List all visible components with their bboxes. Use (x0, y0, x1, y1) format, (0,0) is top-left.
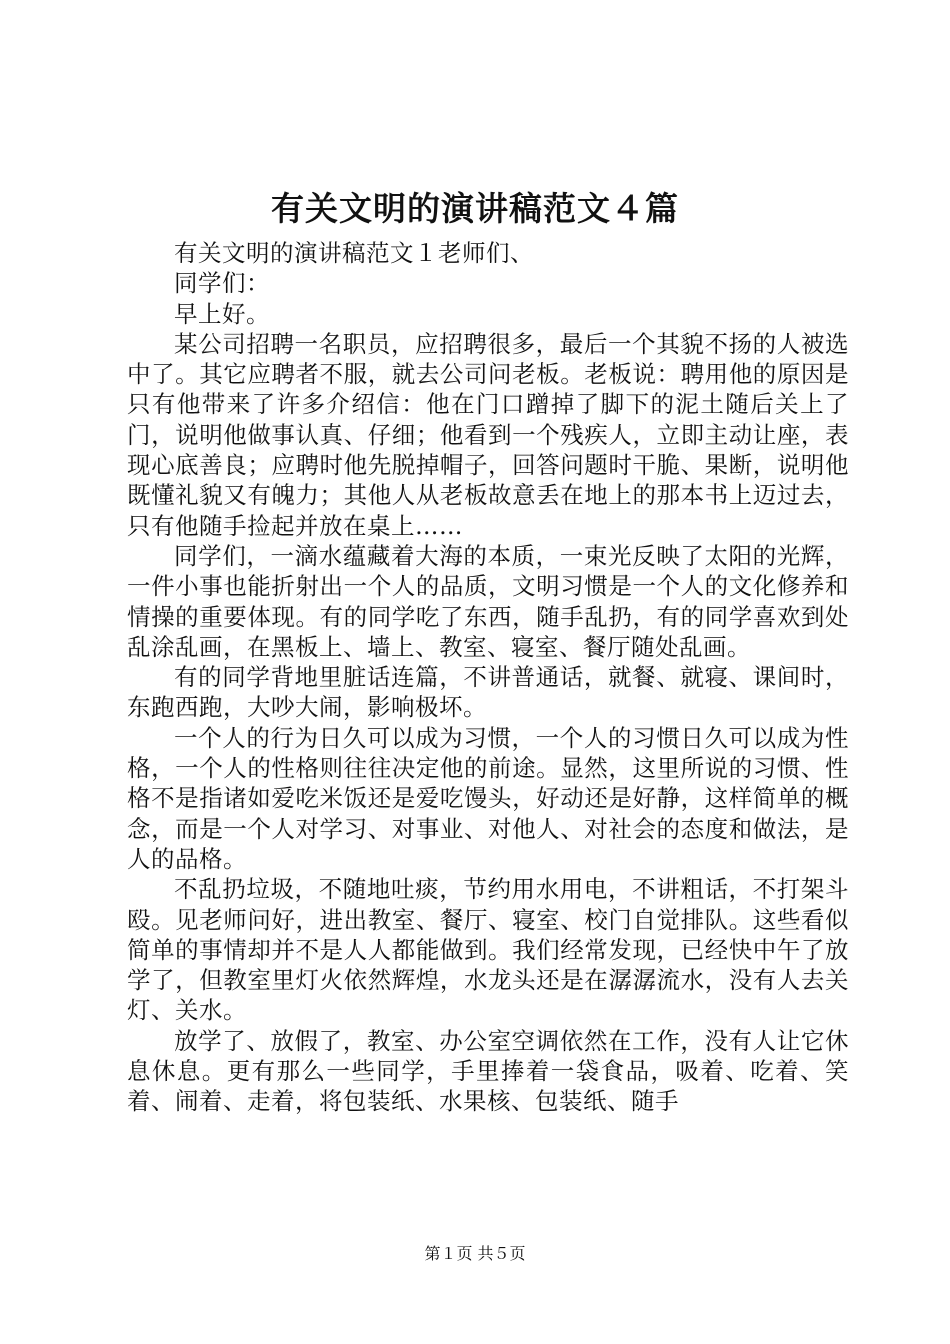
page-footer: 第１页 共５页 (424, 1244, 526, 1263)
paragraph: 同学们，一滴水蕴藏着大海的本质，一束光反映了太阳的光辉，一件小事也能折射出一个人的品质，文明习惯是一个人的文化修养和情操的重要体现。有的同学吃了东西，随手乱扔，有的同学喜欢到处乱涂乱画，在黑板上、墙上、教室、寝室、餐厅随处乱画。 (127, 541, 849, 661)
paragraph: 一个人的行为日久可以成为习惯，一个人的习惯日久可以成为性格，一个人的性格则往往决定他的前途。显然，这里所说的习惯、性格不是指诸如爱吃米饭还是爱吃馒头，好动还是好静，这样简单的概念，而是一个人对学习、对事业、对他人、对社会的态度和做法，是人的品格。 (127, 723, 849, 873)
paragraph: 有的同学背地里脏话连篇，不讲普通话，就餐、就寝、课间时，东跑西跑，大吵大闹，影响极坏。 (127, 663, 849, 722)
paragraph: 同学们： (174, 269, 270, 298)
document-body (127, 238, 849, 1117)
document-title: 有关文明的演讲稿范文４篇 (271, 189, 679, 228)
paragraph: 早上好。 (174, 299, 270, 328)
paragraph: 不乱扔垃圾，不随地吐痰，节约用水用电，不讲粗话，不打架斗殴。见老师问好，进出教室、餐厅、寝室、校门自觉排队。这些看似简单的事情却并不是人人都能做到。我们经常发现，已经快中午了放学了，但教室里灯火依然辉煌，水龙头还是在潺潺流水，没有人去关灯、关水。 (127, 875, 849, 1025)
paragraph: 放学了、放假了，教室、办公室空调依然在工作，没有人让它休息休息。更有那么一些同学，手里捧着一袋食品，吸着、吃着、笑着、闹着、走着，将包装纸、水果核、包装纸、随手 (127, 1026, 849, 1116)
paragraph: 有关文明的演讲稿范文１老师们、 (174, 239, 534, 267)
paragraph: 某公司招聘一名职员，应招聘很多，最后一个其貌不扬的人被选中了。其它应聘者不服，就去公司问老板。老板说：聘用他的原因是只有他带来了许多介绍信：他在门口蹭掉了脚下的泥土随后关上了门，说明他做事认真、仔细；他看到一个残疾人，立即主动让座，表现心底善良；应聘时他先脱掉帽子，回答问题时干脆、果断，说明他既懂礼貌又有魄力；其他人从老板故意丢在地上的那本书上迈过去，只有他随手捡起并放在桌上…… (127, 329, 849, 540)
